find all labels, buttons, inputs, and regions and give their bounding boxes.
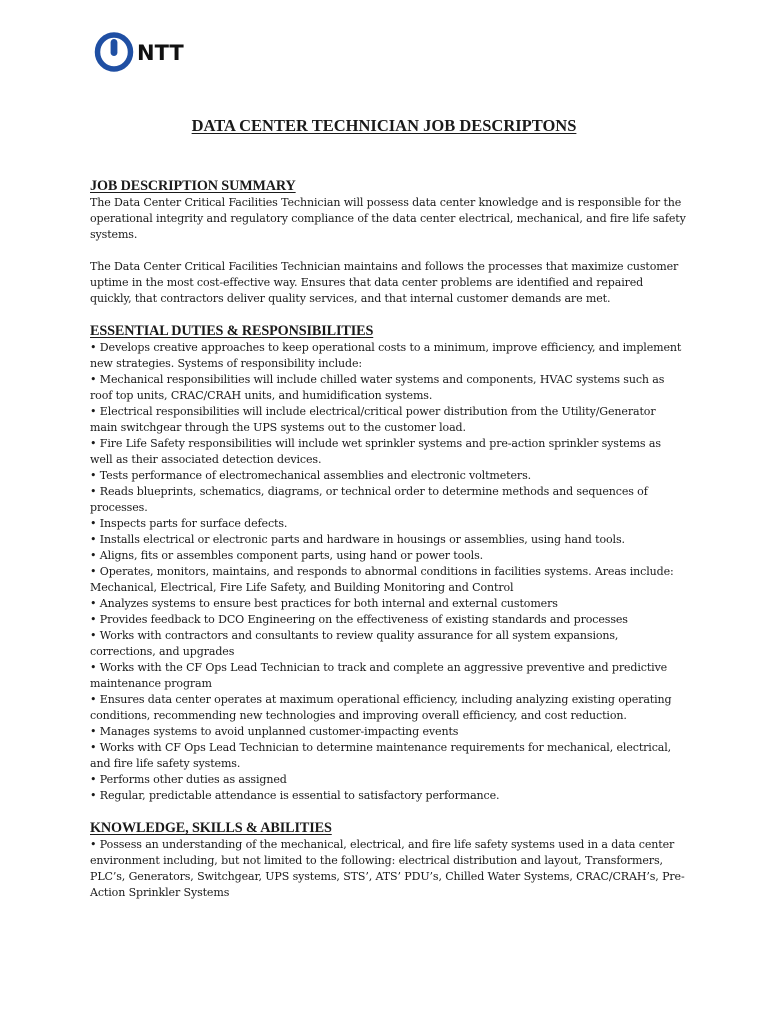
duty-item: • Reads blueprints, schematics, diagrams, or technical order to determine methods and sequences of processes.: [90, 484, 686, 516]
section-heading-summary: JOB DESCRIPTION SUMMARY: [90, 178, 296, 194]
duty-item: • Analyzes systems to ensure best practices for both internal and external customers: [90, 596, 686, 612]
duty-item: • Works with CF Ops Lead Technician to determine maintenance requirements for mechanical, electrical, and fire life safety systems.: [90, 740, 686, 772]
duty-item: • Provides feedback to DCO Engineering on the effectiveness of existing standards and processes: [90, 612, 686, 628]
duty-item: • Inspects parts for surface defects.: [90, 516, 686, 532]
duty-item: • Aligns, fits or assembles component parts, using hand or power tools.: [90, 548, 686, 564]
duty-item: • Fire Life Safety responsibilities will include wet sprinkler systems and pre-action sprinkler systems as well as their associated detection devices.: [90, 436, 686, 468]
job-summary-section: [90, 178, 686, 307]
duty-item: • Regular, predictable attendance is essential to satisfactory performance.: [90, 788, 686, 804]
ksa-list: [90, 837, 686, 901]
duty-item: • Electrical responsibilities will include electrical/critical power distribution from the Utility/Generator main switchgear through the UPS systems out to the customer load.: [90, 404, 686, 436]
duty-item: • Ensures data center operates at maximum operational efficiency, including analyzing existing operating conditions, recommending new technologies and improving overall efficiency, and cost reduction.: [90, 692, 686, 724]
duty-item: • Works with the CF Ops Lead Technician to track and complete an aggressive preventive and predictive maintenance program: [90, 660, 686, 692]
duty-item: • Installs electrical or electronic parts and hardware in housings or assemblies, using hand tools.: [90, 532, 686, 548]
duty-item: • Manages systems to avoid unplanned customer-impacting events: [90, 724, 686, 740]
document-body: [90, 178, 686, 901]
duty-item: • Works with contractors and consultants to review quality assurance for all system expansions, corrections, and upgrades: [90, 628, 686, 660]
ntt-logo-icon: [94, 32, 134, 72]
document-title: DATA CENTER TECHNICIAN JOB DESCRIPTONS: [191, 116, 577, 135]
duty-item: • Performs other duties as assigned: [90, 772, 686, 788]
duty-item: • Operates, monitors, maintains, and responds to abnormal conditions in facilities systems. Areas include: Mechanical, Electrical, Fire Life Safety, and Building Monitoring and Control: [90, 564, 686, 596]
logo-text: NTT: [137, 40, 184, 65]
summary-paragraph: The Data Center Critical Facilities Technician will possess data center knowledge and is responsible for the operational integrity and regulatory compliance of the data center electrical, mechanical, and fire life safety systems.: [90, 196, 686, 241]
section-heading-ksa: KNOWLEDGE, SKILLS & ABILITIES: [90, 820, 332, 836]
ksa-section: [90, 820, 686, 901]
duty-item: • Mechanical responsibilities will include chilled water systems and components, HVAC systems such as roof top units, CRAC/CRAH units, and humidification systems.: [90, 372, 686, 404]
duties-section: [90, 323, 686, 804]
ksa-item: • Possess an understanding of the mechanical, electrical, and fire life safety systems used in a data center environment including, but not limited to the following: electrical distribution and layout, Transformers, PLC’s, Generators, Switchgear, UPS systems, STS’, ATS’ PDU’s, Chilled Water Systems, CRAC/CRAH’s, Pre-Action Sprinkler Systems: [90, 837, 686, 901]
ntt-logo: [94, 32, 184, 72]
duty-item: • Develops creative approaches to keep operational costs to a minimum, improve efficiency, and implement new strategies. Systems of responsibility include:: [90, 340, 686, 372]
section-heading-duties: ESSENTIAL DUTIES & RESPONSIBILITIES: [90, 323, 374, 339]
duties-list: [90, 340, 686, 804]
summary-paragraph: The Data Center Critical Facilities Technician maintains and follows the processes that maximize customer uptime in the most cost-effective way. Ensures that data center problems are identified and repaired quickly, that contractors deliver quality services, and that internal customer demands are met.: [90, 260, 679, 305]
duty-item: • Tests performance of electromechanical assemblies and electronic voltmeters.: [90, 468, 686, 484]
